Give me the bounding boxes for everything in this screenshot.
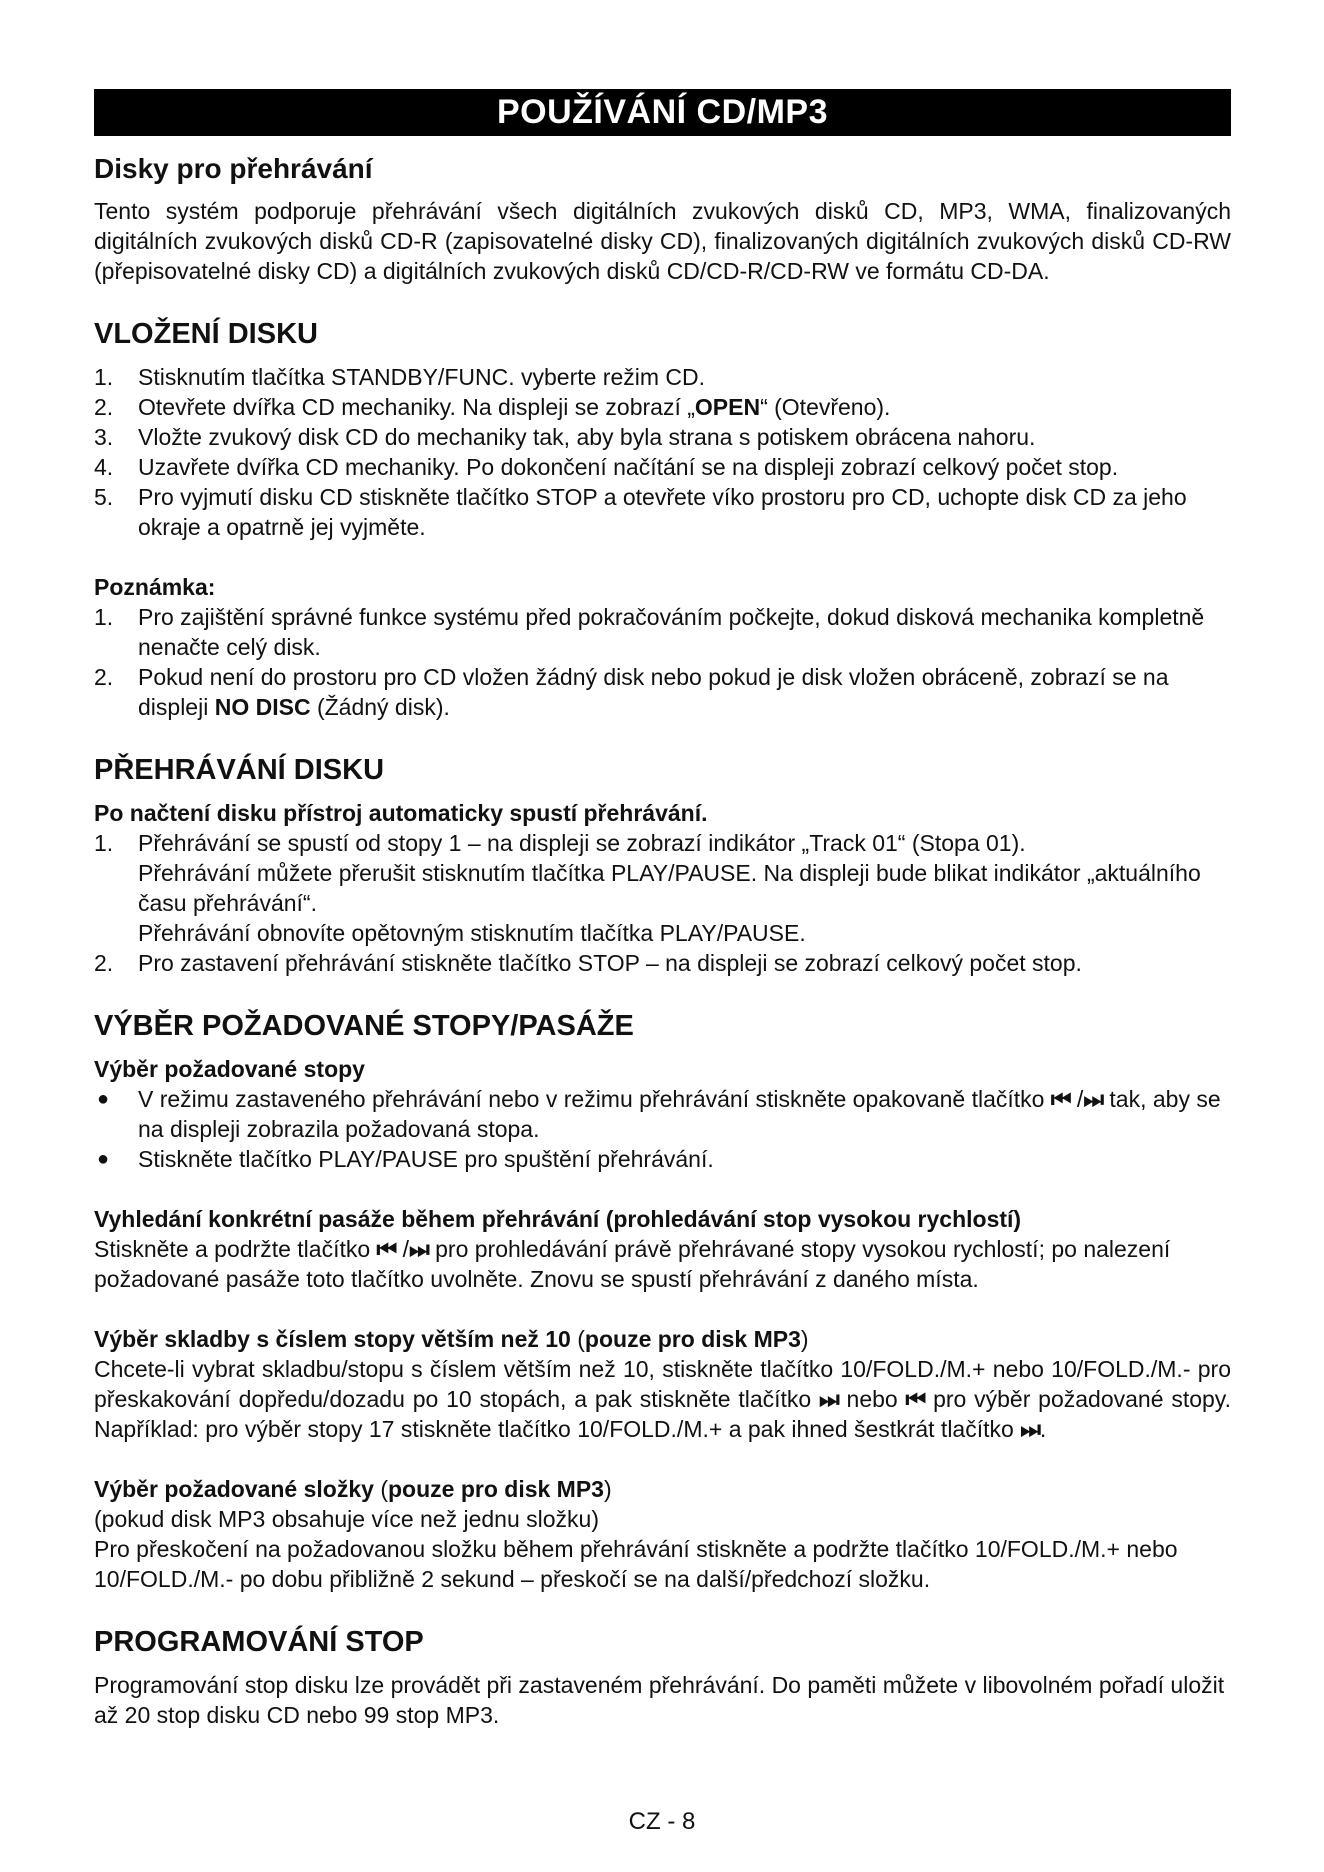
skip-next-icon: ⏭ — [409, 1236, 429, 1262]
item-text: Uzavřete dvířka CD mechaniky. Po dokončení načítání se na displeji zobrazí celkový počet stop. — [138, 454, 1119, 480]
list-item — [94, 828, 1231, 948]
select-heading: VÝBĚR POŽADOVANÉ STOPY/PASÁŽE — [94, 1010, 634, 1042]
discs-text: Tento systém podporuje přehrávání všech digitálních zvukových disků CD, MP3, WMA, finalizovaných digitálních zvukových disků CD-R (zapisovatelné disky CD), finalizovaných digitálních zvukových disků CD-RW (přepisovatelné disky CD) a digitálních zvukových disků CD/CD-R/CD-RW ve formátu CD-DA. — [94, 198, 1231, 284]
item-text: Stiskněte tlačítko PLAY/PAUSE pro spuštění přehrávání. — [138, 1146, 714, 1172]
item-text: tak, aby se na displeji zobrazila požadovaná stopa. — [138, 1086, 1221, 1142]
item-number: 4. — [94, 454, 114, 480]
item-text: Pokud není do prostoru pro CD vložen žádný disk nebo pokud je disk vložen obráceně, zobrazí se na displeji — [138, 664, 1169, 720]
playback-heading: PŘEHRÁVÁNÍ DISKU — [94, 754, 385, 786]
item-text: (Žádný disk). — [310, 694, 450, 720]
page-title — [94, 89, 1231, 136]
bullet-icon: ● — [97, 1148, 110, 1170]
paragraph-text: nebo — [838, 1386, 906, 1412]
heading-text: Výběr skladby s číslem stopy větším než 10 — [94, 1326, 571, 1352]
item-text: Pro zajištění správné funkce systému před pokračováním počkejte, dokud disková mechanika kompletně nenačte celý disk. — [138, 604, 1205, 660]
heading-text: ( — [570, 1326, 585, 1352]
over10-text — [94, 1354, 1231, 1444]
item-number: 2. — [94, 664, 114, 690]
list-item — [94, 662, 1231, 722]
paragraph-text: pro prohledávání právě přehrávané stopy vysokou rychlostí; po nalezení požadované pasáže toto tlačítko uvolněte. Znovu se spustí přehrávání z daného místa. — [94, 1236, 1171, 1292]
search-text: Stiskněte a podržte tlačítko ⏮ /⏭ pro prohledávání právě přehrávané stopy vysokou rychlostí; po nalezení požadované pasáže toto tlačítko uvolněte. Znovu se spustí přehrávání z daného místa. — [94, 1236, 1171, 1292]
item-number: 3. — [94, 424, 114, 450]
item-number: 1. — [94, 604, 114, 630]
folder-heading — [94, 1474, 1231, 1504]
list-item — [94, 1144, 1231, 1174]
heading-text: pouze pro disk MP3 — [388, 1476, 604, 1502]
skip-next-icon: ⏭ — [819, 1386, 839, 1412]
folder-text: Pro přeskočení na požadovanou složku během přehrávání stiskněte a podržte tlačítko 10/FOLD./M.+ nebo 10/FOLD./M.- po dobu přibližně 2 sekund – přeskočí se na další/předchozí složku. — [94, 1536, 1178, 1592]
page-number: CZ - 8 — [628, 1808, 696, 1835]
item-text: Přehrávání můžete přerušit stisknutím tlačítka PLAY/PAUSE. Na displeji bude blikat indikátor „aktuálního času přehrávání“. — [138, 860, 1201, 916]
section-discs — [94, 152, 1231, 286]
paragraph-text: pro výběr požadované stopy. Například: pro výběr stopy 17 stiskněte tlačítko 10/FOLD./M.+ a pak ihned šestkrát tlačítko — [94, 1386, 1231, 1442]
playback-subheading: Po načtení disku přístroj automaticky spustí přehrávání. — [94, 800, 708, 826]
paragraph-text: Chcete-li vybrat skladbu/stopu s číslem větším než 10, stiskněte tlačítko 10/FOLD./M.+ nebo 10/FOLD./M.- pro přeskakování dopředu/dozadu po 10 stopách, a pak stiskněte tlačítko — [94, 1356, 1231, 1412]
item-text: Přehrávání se spustí od stopy 1 – na displeji se zobrazí indikátor „Track 01“ (Stopa 01). — [138, 830, 1026, 856]
item-text: Vložte zvukový disk CD do mechaniky tak, aby byla strana s potiskem obrácena nahoru. — [138, 424, 1036, 450]
heading-text: Výběr požadované složky — [94, 1476, 374, 1502]
section-insert-disc — [94, 316, 1231, 542]
skip-previous-icon: ⏮ — [905, 1386, 926, 1412]
folder-condition: (pokud disk MP3 obsahuje více než jednu složku) — [94, 1506, 600, 1532]
list-item — [94, 482, 1231, 542]
item-text: Otevřete dvířka CD mechaniky. Na displeji se zobrazí „ — [138, 394, 695, 420]
search-heading: Vyhledání konkrétní pasáže během přehrávání (prohledávání stop vysokou rychlostí) — [94, 1206, 1022, 1232]
item-number: 2. — [94, 394, 114, 420]
over10-heading — [94, 1324, 1231, 1354]
heading-text: ( — [373, 1476, 388, 1502]
list-item — [94, 422, 1231, 452]
paragraph-text: Stiskněte a podržte tlačítko — [94, 1236, 377, 1262]
list-item — [94, 362, 1231, 392]
discs-heading: Disky pro přehrávání — [94, 153, 373, 184]
skip-previous-icon: ⏮ — [1050, 1086, 1071, 1112]
section-playback — [94, 752, 1231, 978]
section-note — [94, 572, 1231, 722]
item-text: “ (Otevřeno). — [760, 394, 891, 420]
insert-heading: VLOŽENÍ DISKU — [94, 318, 318, 350]
section-programming — [94, 1624, 1231, 1730]
item-number: 1. — [94, 364, 114, 390]
paragraph-text: . — [1039, 1416, 1047, 1442]
item-number: 1. — [94, 830, 114, 856]
display-no-disc-indicator: NO DISC — [214, 694, 311, 720]
list-item — [94, 452, 1231, 482]
skip-previous-icon: ⏮ — [376, 1236, 397, 1262]
program-text: Programování stop disku lze provádět při zastaveném přehrávání. Do paměti můžete v libovolném pořadí uložit až 20 stop disku CD nebo 99 stop MP3. — [94, 1672, 1225, 1728]
section-track-selection — [94, 1008, 1231, 1594]
heading-text: ) — [603, 1476, 612, 1502]
item-text: Pro vyjmutí disku CD stiskněte tlačítko STOP a otevřete víko prostoru pro CD, uchopte disk CD za jeho okraje a opatrně jej vyjměte. — [138, 484, 1187, 540]
page-title-text: POUŽÍVÁNÍ CD/MP3 — [496, 93, 829, 131]
item-text: Přehrávání obnovíte opětovným stisknutím tlačítka PLAY/PAUSE. — [138, 920, 806, 946]
list-item — [94, 602, 1231, 662]
select-track-heading: Výběr požadované stopy — [94, 1056, 365, 1082]
item-text: Stisknutím tlačítka STANDBY/FUNC. vyberte režim CD. — [138, 364, 706, 390]
item-text: Pro zastavení přehrávání stiskněte tlačítko STOP – na displeji se zobrazí celkový počet stop. — [138, 950, 1082, 976]
note-heading: Poznámka: — [94, 574, 216, 600]
program-heading: PROGRAMOVÁNÍ STOP — [94, 1626, 424, 1658]
list-item: ● V režimu zastaveného přehrávání nebo v režimu přehrávání stiskněte opakovaně tlačítko ⏮ /⏭ tak, aby se na displeji zobrazila požadovaná stopa. — [97, 1086, 1221, 1142]
heading-text: pouze pro disk MP3 — [584, 1326, 801, 1352]
display-open-indicator: OPEN — [694, 394, 761, 420]
item-number: 5. — [94, 484, 114, 510]
item-text: V režimu zastaveného přehrávání nebo v režimu přehrávání stiskněte opakovaně tlačítko — [138, 1086, 1051, 1112]
list-item — [94, 392, 1231, 422]
skip-next-icon: ⏭ — [1083, 1086, 1104, 1112]
list-item — [94, 948, 1231, 978]
heading-text: ) — [800, 1326, 809, 1352]
item-number: 2. — [94, 950, 114, 976]
skip-next-icon: ⏭ — [1020, 1416, 1040, 1442]
bullet-icon: ● — [97, 1088, 110, 1110]
